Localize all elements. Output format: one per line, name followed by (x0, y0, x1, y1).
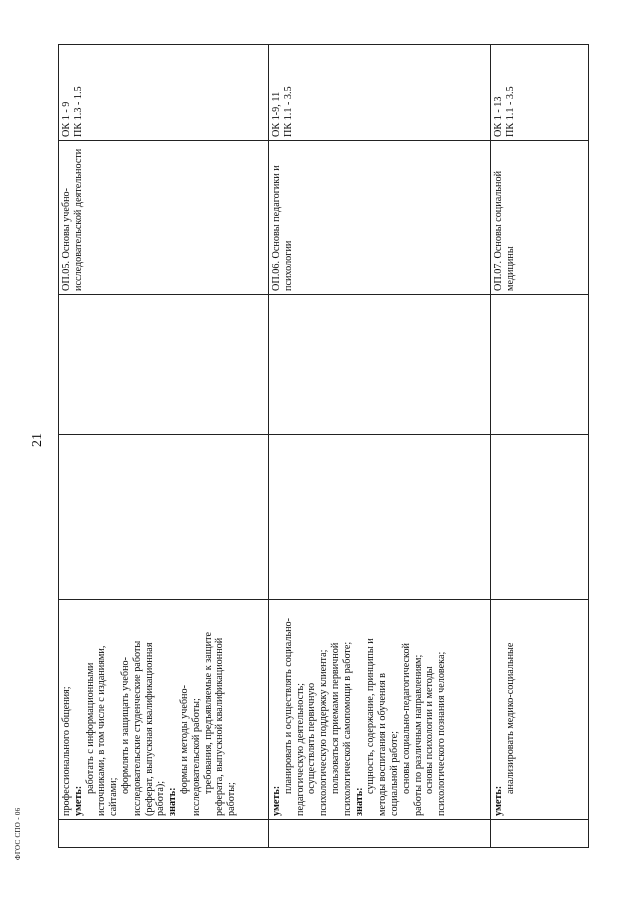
knowledge-line: психологического познания человека; (436, 651, 448, 816)
knowledge-line: осуществлять первичную (306, 682, 318, 794)
knowledge-line: (реферат, выпускная квалификационная (143, 642, 155, 816)
knowledge-text (493, 603, 517, 816)
knowledge-line: работа); (155, 780, 167, 816)
knowledge-line: работать с информационными (84, 662, 96, 794)
hours-cell (491, 295, 589, 435)
competency-code: ПК 1.1 - 3.5 (504, 86, 516, 137)
knowledge-line: реферата, выпускной квалификационной (214, 637, 226, 816)
knowledge-line: работы по различным направлениям; (412, 654, 424, 816)
competency-code: ПК 1.3 - 1.5 (72, 86, 84, 137)
knowledge-line: работы; (226, 782, 238, 816)
competency-cell (59, 45, 269, 141)
knowledge-line: методы воспитания и обучения в (377, 673, 389, 816)
index-cell (59, 820, 269, 848)
knowledge-line: источниками, в том числе с изданиями, (96, 645, 108, 816)
section-heading: уметь: (271, 785, 282, 816)
table-row-op07 (491, 45, 589, 848)
section-heading: уметь: (493, 785, 504, 816)
knowledge-line: социальной работе; (388, 731, 400, 816)
discipline-name: ОП.07. Основы социальной медицины (493, 170, 516, 291)
table-row-op05 (59, 45, 269, 848)
knowledge-line: исследовательские студенческие работы (131, 640, 143, 816)
knowledge-line: формы и методы учебно- (178, 685, 190, 794)
knowledge-line: основы психологии и методы (424, 666, 436, 794)
knowledge-line: пользоваться приемами первичной (329, 642, 341, 794)
knowledge-line: педагогическую деятельность; (294, 682, 306, 816)
competency-cell (491, 45, 589, 141)
hours-cell (59, 435, 269, 600)
rotated-document (58, 45, 588, 848)
knowledge-line: исследовательской работы; (190, 698, 202, 816)
hours-cell (491, 435, 589, 600)
section-heading: уметь: (72, 785, 84, 816)
knowledge-line: сайтами; (108, 777, 120, 816)
section-heading: знать: (167, 787, 179, 816)
discipline-cell (269, 141, 491, 295)
competency-cell (269, 45, 491, 141)
knowledge-text (61, 603, 238, 816)
index-cell (491, 820, 589, 848)
discipline-cell (491, 141, 589, 295)
section-heading: знать: (353, 787, 365, 816)
competency-code: ПК 1.1 - 3.5 (282, 86, 294, 137)
discipline-name: ОП.06. Основы педагогики и психологии (271, 165, 294, 291)
knowledge-line: профессионального общения; (61, 686, 72, 816)
discipline-cell (59, 141, 269, 295)
footer-stamp: ФГОС СПО - 06 (14, 807, 22, 860)
competency-code: ОК 1-9, 11 (271, 91, 282, 137)
knowledge-line: сущность, содержание, принципы и (365, 638, 377, 794)
knowledge-line: требования, предъявляемые к защите (202, 631, 214, 794)
table-row-op06 (269, 45, 491, 848)
knowledge-line: оформлять и защищать учебно- (119, 656, 131, 794)
knowledge-line: основы социально-педагогической (400, 642, 412, 794)
curriculum-table (58, 44, 589, 848)
knowledge-line: психологической самопомощи в работе; (341, 641, 353, 816)
knowledge-cell (269, 600, 491, 820)
competency-code: ОК 1 - 9 (61, 101, 72, 137)
competency-code: ОК 1 - 13 (493, 96, 504, 137)
page-number: 21 (30, 433, 45, 447)
hours-cell (269, 295, 491, 435)
hours-cell (269, 435, 491, 600)
knowledge-cell (491, 600, 589, 820)
knowledge-line: анализировать медико-социальные (504, 642, 516, 794)
knowledge-cell (59, 600, 269, 820)
knowledge-line: психологическую поддержку клиента; (318, 649, 330, 816)
knowledge-text (271, 603, 448, 816)
index-cell (269, 820, 491, 848)
knowledge-line: планировать и осуществлять социально- (282, 617, 294, 794)
discipline-name: ОП.05. Основы учебно-исследовательской деятельности (61, 148, 84, 291)
hours-cell (59, 295, 269, 435)
